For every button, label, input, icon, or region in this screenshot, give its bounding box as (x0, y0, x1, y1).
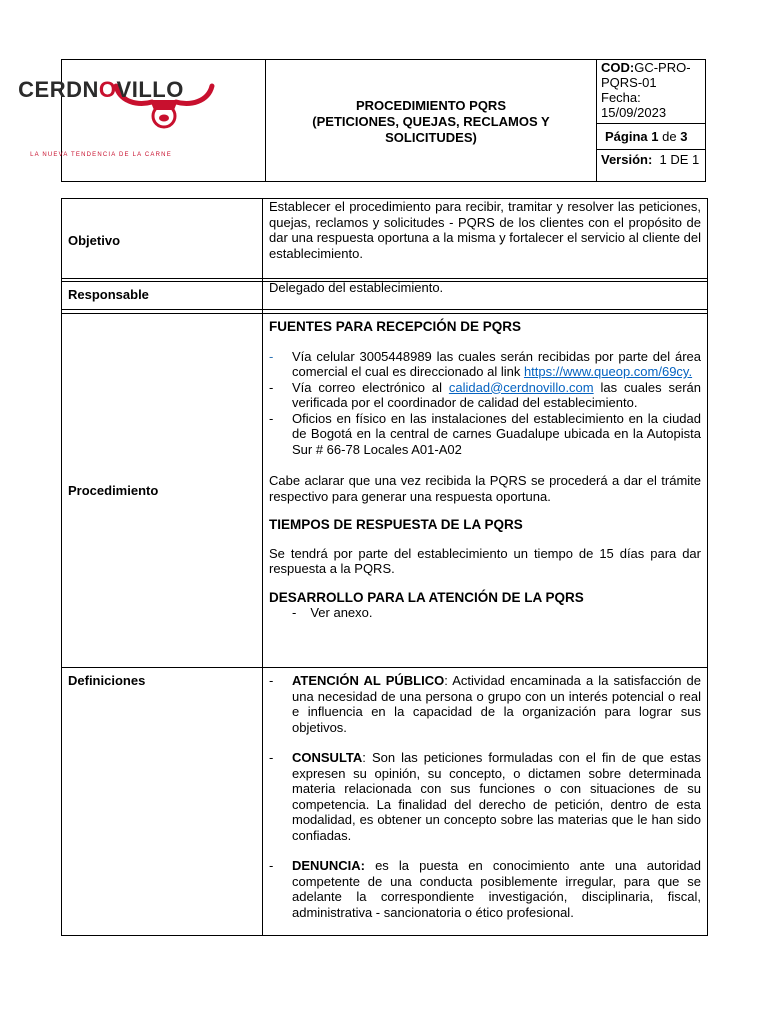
tiempos-text: Se tendrá por parte del establecimiento un tiempo de 15 días para dar respuesta a la PQRS. (269, 545, 701, 576)
row-divider (62, 313, 707, 314)
cod-value: GC-PRO-PQRS-01 (601, 60, 691, 90)
version-value: 1 DE 1 (659, 152, 700, 167)
def-term: CONSULTA (292, 750, 363, 765)
title-line-2: (PETICIONES, QUEJAS, RECLAMOS Y (312, 113, 550, 129)
list-item: - Oficios en físico en las instalaciones del establecimiento en la ciudad de Bogotá en la central de carnes Guadalupe ubicada en la Autopista Sur # 66-78 Locales A01-A02 (269, 410, 701, 457)
brand-tagline: LA NUEVA TENDENCIA DE LA CARNE (30, 152, 172, 158)
heading-fuentes: FUENTES PARA RECEPCIÓN DE PQRS (269, 319, 522, 334)
definiciones-label: Definiciones (68, 673, 146, 688)
code-date-cell (597, 60, 705, 124)
procedimiento-label: Procedimiento (68, 483, 159, 498)
definition-item: - ATENCIÓN AL PÚBLICO: Actividad encaminada a la satisfacción de una necesidad de una persona o grupo con un interés potencial o real e influencia en la capacidad de la organización para lograr sus objetivos. (269, 673, 701, 735)
page-cell (597, 124, 705, 150)
row-divider (62, 309, 707, 310)
row-divider (62, 667, 707, 668)
procedure-table (61, 198, 708, 936)
title-line-3: SOLICITUDES) (385, 129, 477, 145)
document-title (266, 60, 597, 181)
version-label: Versión: (601, 152, 653, 167)
objetivo-label: Objetivo (68, 233, 121, 248)
pagina-label: Página (605, 129, 648, 144)
heading-desarrollo: DESARROLLO PARA LA ATENCIÓN DE LA PQRS (269, 589, 584, 605)
def-term: ATENCIÓN AL PÚBLICO (292, 673, 445, 688)
procedimiento-content (269, 319, 701, 621)
row-divider (62, 278, 707, 279)
definiciones-content (269, 673, 701, 920)
pagina-total: 3 (680, 129, 688, 144)
pagina-num: 1 (651, 129, 659, 144)
title-line-1: PROCEDIMIENTO PQRS (355, 97, 506, 113)
definition-item: - DENUNCIA: es la puesta en conocimiento ante una autoridad competente de una conducta posiblemente irregular, para que se adelante la correspondiente investigación, disciplinaria, fiscal, administrativa - sancionatoria o ético profesional. (269, 858, 701, 920)
def-term: DENUNCIA: (292, 858, 365, 873)
aclaracion-text: Cabe aclarar que una vez recibida la PQRS se procederá a dar el trámite respectivo para generar una respuesta oportuna. (269, 473, 701, 504)
queop-link[interactable]: https://www.queop.com/69cy. (523, 364, 693, 379)
responsable-label: Responsable (68, 287, 149, 302)
brand-name: CERDNOVILLO (18, 77, 184, 102)
list-item: - Vía correo electrónico al calidad@cerdnovillo.com las cuales serán verificada por el coordinador de calidad del establecimiento. (269, 379, 701, 410)
list-item: - Vía celular 3005448989 las cuales serán recibidas por parte del área comercial el cual es direccionado al link https://www.queop.com/69cy. (269, 348, 701, 379)
fecha-label: Fecha: (601, 90, 641, 105)
heading-tiempos: TIEMPOS DE RESPUESTA DE LA PQRS (269, 517, 523, 532)
ver-anexo-item: - Ver anexo. (292, 605, 373, 620)
fecha-value: 15/09/2023 (601, 105, 667, 120)
cod-label: COD: (601, 60, 635, 75)
definition-item: - CONSULTA: Son las peticiones formuladas con el fin de que estas expresen su opinión, su concepto, o dictamen sobre determinada materia relacionada con sus funciones o con situaciones de su competencia. La finalidad del derecho de petición, dentro de esta modalidad, es obtener un concepto sobre las materias que le han sido confiadas. (269, 750, 701, 843)
document-meta (597, 60, 705, 181)
objetivo-text: Establecer el procedimiento para recibir, tramitar y resolver las peticiones, quejas, reclamos y solicitudes - PQRS de los clientes con el propósito de dar una respuesta oportuna a la misma y fortalecer el servicio al cliente del establecimiento. (269, 199, 701, 261)
responsable-text: Delegado del establecimiento. (269, 280, 444, 295)
version-cell (597, 150, 705, 181)
pagina-de: de (662, 129, 677, 144)
email-link[interactable]: calidad@cerdnovillo.com (448, 379, 594, 395)
